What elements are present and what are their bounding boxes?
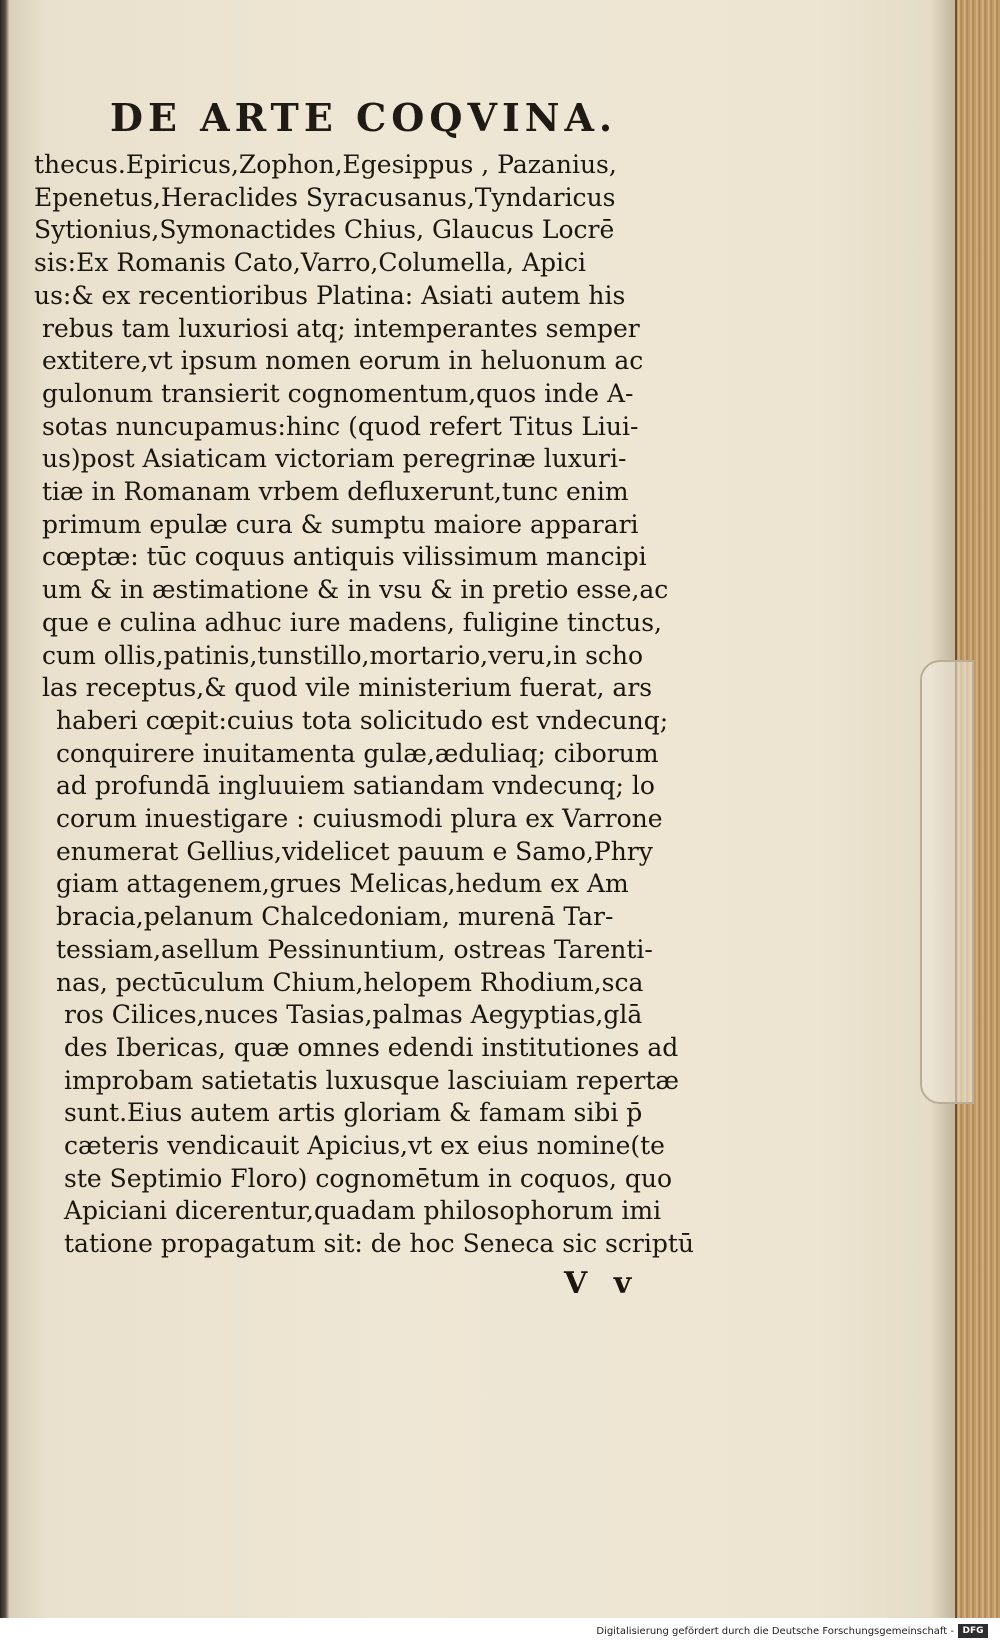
text-line: giam attagenem,grues Melicas,hedum ex Am bbox=[56, 869, 629, 899]
text-line: sotas nuncupamus:hinc (quod refert Titus Liui- bbox=[42, 411, 639, 441]
page-tab-outline bbox=[920, 660, 974, 1104]
signature-mark: V v bbox=[564, 1266, 640, 1301]
text-line: thecus.Epiricus,Zophon,Egesippus , Pazanius, bbox=[34, 150, 617, 179]
text-line: ad profundā ingluuiem satiandam vndecunq; lo bbox=[56, 771, 655, 801]
text-line: us:& ex recentioribus Platina: Asiati autem his bbox=[34, 280, 626, 310]
funding-credit: Digitalisierung gefördert durch die Deutsche Forschungsgemeinschaft - bbox=[596, 1626, 954, 1637]
text-line: sunt.Eius autem artis gloriam & famam sibi p̄ bbox=[64, 1098, 643, 1128]
text-line: improbam satietatis luxusque lasciuiam repertæ bbox=[64, 1065, 680, 1095]
dfg-logo: DFG bbox=[958, 1624, 988, 1638]
text-line: bracia,pelanum Chalcedoniam, murenā Tar- bbox=[56, 902, 614, 932]
text-line: des Ibericas, quæ omnes edendi institutiones ad bbox=[64, 1032, 679, 1062]
text-line: Epenetus,Heraclides Syracusanus,Tyndaricus bbox=[34, 182, 616, 212]
text-line: extitere,vt ipsum nomen eorum in heluonum ac bbox=[42, 346, 644, 376]
text-line: tatione propagatum sit: de hoc Seneca sic scriptū bbox=[64, 1229, 694, 1259]
text-line: corum inuestigare : cuiusmodi plura ex Varrone bbox=[56, 804, 663, 833]
text-line: tessiam,asellum Pessinuntium, ostreas Tarenti- bbox=[56, 934, 653, 964]
text-line: conquirere inuitamenta gulæ,æduliaq; ciborum bbox=[56, 738, 659, 768]
text-line: gulonum transierit cognomentum,quos inde A- bbox=[42, 378, 634, 408]
page-running-title: DE ARTE COQVINA. bbox=[110, 95, 618, 140]
text-line: las receptus,& quod vile ministerium fuerat, ars bbox=[42, 673, 653, 703]
text-line: que e culina adhuc iure madens, fuligine tinctus, bbox=[42, 607, 662, 637]
text-line: primum epulæ cura & sumptu maiore apparari bbox=[42, 509, 639, 539]
text-line: enumerat Gellius,videlicet pauum e Samo,Phry bbox=[56, 836, 653, 866]
text-line: sis:Ex Romanis Cato,Varro,Columella, Apici bbox=[34, 248, 586, 278]
text-line: cæteris vendicauit Apicius,vt ex eius nomine(te bbox=[64, 1131, 665, 1160]
text-line: ste Septimio Floro) cognomētum in coquos, quo bbox=[64, 1163, 673, 1193]
left-page-edge bbox=[0, 0, 9, 1618]
text-line: haberi cœpit:cuius tota solicitudo est vndecunq; bbox=[56, 705, 669, 735]
text-line: cum ollis,patinis,tunstillo,mortario,veru,in scho bbox=[42, 640, 644, 670]
text-line: us)post Asiaticam victoriam peregrinæ luxuri- bbox=[42, 444, 627, 474]
text-line: Apiciani dicerentur,quadam philosophorum imi bbox=[64, 1196, 662, 1226]
text-line: Sytionius,Symonactides Chius, Glaucus Locrē bbox=[34, 215, 615, 245]
text-line: tiæ in Romanam vrbem defluxerunt,tunc enim bbox=[42, 477, 629, 506]
text-line: cœptæ: tūc coquus antiquis vilissimum mancipi bbox=[42, 542, 647, 572]
text-line: ros Cilices,nuces Tasias,palmas Aegyptias,glā bbox=[64, 1000, 643, 1030]
text-line: nas, pectūculum Chium,helopem Rhodium,sca bbox=[56, 967, 644, 997]
text-line: um & in æstimatione & in vsu & in pretio esse,ac bbox=[42, 575, 669, 605]
text-line: rebus tam luxuriosi atq; intemperantes semper bbox=[42, 313, 640, 343]
